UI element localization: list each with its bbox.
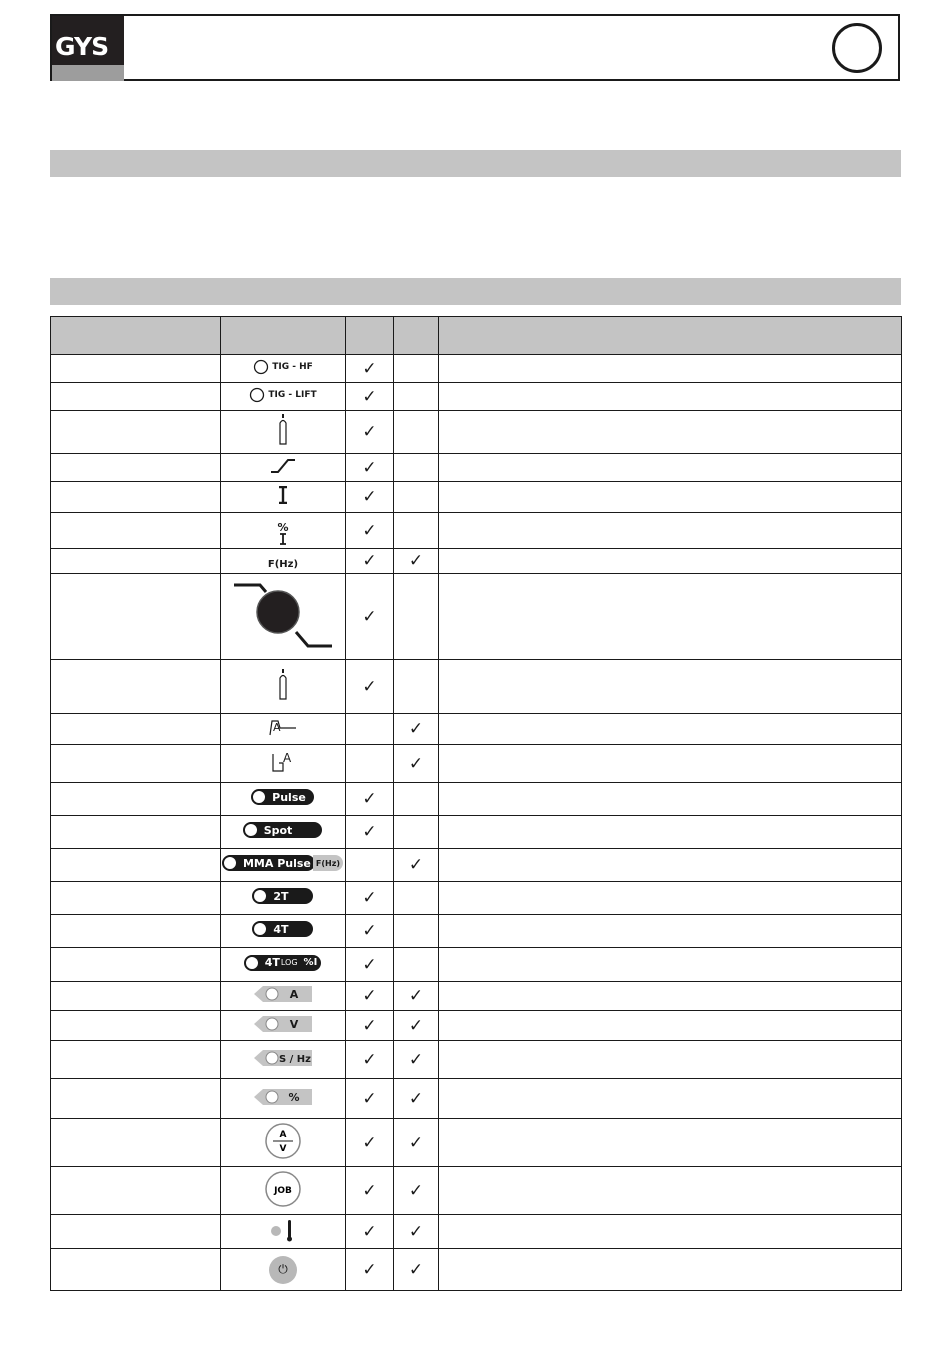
row-name-cell <box>51 660 221 714</box>
tig-check: ✓ <box>346 513 394 549</box>
row-description-cell <box>439 1167 902 1215</box>
2t-button-icon[interactable] <box>253 888 312 904</box>
mma-check: ✓ <box>394 1167 439 1215</box>
row-name-cell <box>51 849 221 882</box>
percent-indicator-icon <box>254 1088 312 1106</box>
upslope-icon <box>270 459 296 473</box>
logo-text: GYS <box>55 32 109 61</box>
row-description-cell <box>439 1249 902 1291</box>
mma-check: ✓ <box>394 1011 439 1041</box>
row-name-cell <box>51 745 221 783</box>
4tlog-label: 4T <box>264 956 280 969</box>
job-label: JOB <box>274 1185 292 1196</box>
row-description-cell <box>439 660 902 714</box>
row-name-cell <box>51 915 221 948</box>
mma-check: ✓ <box>394 745 439 783</box>
row-name-cell <box>51 1041 221 1079</box>
mma-check <box>394 948 439 982</box>
table-row <box>51 1119 902 1167</box>
row-description-cell <box>439 513 902 549</box>
volt-label: V <box>289 1017 299 1031</box>
table-row <box>51 1249 902 1291</box>
header-cell-name <box>51 317 221 355</box>
tig-check: ✓ <box>346 1249 394 1291</box>
tig-check: ✓ <box>346 783 394 816</box>
ampere-label: A <box>289 988 299 1001</box>
table-row <box>51 454 902 482</box>
tig-check: ✓ <box>346 1167 394 1215</box>
tig-check: ✓ <box>346 482 394 513</box>
4t-button-icon[interactable] <box>253 921 312 937</box>
tig-check: ✓ <box>346 1041 394 1079</box>
2t-label: 2T <box>273 889 289 903</box>
mma-check <box>394 574 439 660</box>
ampere-indicator-icon <box>254 985 312 1003</box>
mma-check: ✓ <box>394 714 439 745</box>
row-icon-cell <box>221 549 346 574</box>
row-name-cell <box>51 882 221 915</box>
header-cell-mma <box>394 317 439 355</box>
row-description-cell <box>439 574 902 660</box>
row-icon-cell <box>221 513 346 549</box>
tig-hf-label: TIG - HF <box>272 361 313 372</box>
row-icon-cell <box>221 1215 346 1249</box>
row-name-cell <box>51 574 221 660</box>
row-name-cell <box>51 355 221 383</box>
mma-check <box>394 660 439 714</box>
table-row <box>51 1079 902 1119</box>
row-icon-cell <box>221 882 346 915</box>
seconds-hz-label: S / Hz <box>278 1053 312 1065</box>
row-icon-cell <box>221 948 346 982</box>
pulse-led-icon <box>251 789 267 805</box>
spot-button-icon[interactable] <box>244 822 323 838</box>
table-row <box>51 816 902 849</box>
2t-led-icon <box>252 888 268 904</box>
percent-current-icon <box>277 522 288 545</box>
tig-check: ✓ <box>346 1215 394 1249</box>
mma-check <box>394 915 439 948</box>
av-button-icon[interactable] <box>264 1122 302 1160</box>
functions-table <box>50 316 902 1291</box>
row-icon-cell <box>221 982 346 1011</box>
mma-pulse-led-icon <box>222 855 238 871</box>
mma-check <box>394 816 439 849</box>
row-name-cell <box>51 482 221 513</box>
tig-check: ✓ <box>346 1011 394 1041</box>
power-button-icon[interactable] <box>269 1256 297 1284</box>
table-row <box>51 1011 902 1041</box>
table-row <box>51 915 902 948</box>
mma-pulse-button-icon[interactable] <box>223 855 343 871</box>
table-row <box>51 882 902 915</box>
row-description-cell <box>439 882 902 915</box>
radio-tig-hf-icon <box>253 359 313 375</box>
tig-check: ✓ <box>346 660 394 714</box>
mma-check <box>394 783 439 816</box>
mma-check: ✓ <box>394 1041 439 1079</box>
row-description-cell <box>439 383 902 411</box>
page-header <box>50 14 900 81</box>
table-row <box>51 982 902 1011</box>
row-description-cell <box>439 1215 902 1249</box>
row-name-cell <box>51 982 221 1011</box>
row-name-cell <box>51 948 221 982</box>
row-name-cell <box>51 383 221 411</box>
hot-start-label: A <box>273 721 281 734</box>
header-cell-description <box>439 317 902 355</box>
table-row <box>51 1215 902 1249</box>
table-row <box>51 383 902 411</box>
row-description-cell <box>439 948 902 982</box>
row-icon-cell <box>221 411 346 454</box>
row-name-cell <box>51 513 221 549</box>
row-description-cell <box>439 411 902 454</box>
mma-check <box>394 882 439 915</box>
table-row <box>51 948 902 982</box>
job-button-icon[interactable] <box>264 1170 302 1208</box>
mma-check: ✓ <box>394 982 439 1011</box>
row-description-cell <box>439 915 902 948</box>
mma-check <box>394 383 439 411</box>
av-a-label: A <box>279 1129 287 1140</box>
row-name-cell <box>51 1167 221 1215</box>
thermal-indicator-icon <box>269 1218 297 1242</box>
row-description-cell <box>439 549 902 574</box>
table-row <box>51 745 902 783</box>
tig-check: ✓ <box>346 1079 394 1119</box>
row-name-cell <box>51 549 221 574</box>
header-cell-tig <box>346 317 394 355</box>
tig-check: ✓ <box>346 549 394 574</box>
tig-check <box>346 849 394 882</box>
mma-check <box>394 513 439 549</box>
mma-check <box>394 482 439 513</box>
row-name-cell <box>51 1011 221 1041</box>
row-icon-cell <box>221 660 346 714</box>
power-symbol: ⏻ <box>278 1262 288 1276</box>
volt-indicator-icon <box>254 1015 312 1033</box>
mma-check <box>394 411 439 454</box>
table-row <box>51 549 902 574</box>
row-icon-cell <box>221 714 346 745</box>
tig-check: ✓ <box>346 411 394 454</box>
row-description-cell <box>439 745 902 783</box>
pulse-button-icon[interactable] <box>252 789 314 805</box>
row-icon-cell <box>221 1167 346 1215</box>
radio-tig-lift-icon <box>249 387 316 403</box>
row-description-cell <box>439 1041 902 1079</box>
spot-label: Spot <box>263 823 293 837</box>
tig-check: ✓ <box>346 1119 394 1167</box>
mma-pulse-label: MMA Pulse <box>242 856 311 870</box>
tig-check: ✓ <box>346 574 394 660</box>
table-row <box>51 714 902 745</box>
row-description-cell <box>439 355 902 383</box>
row-icon-cell <box>221 1079 346 1119</box>
row-name-cell <box>51 783 221 816</box>
arc-force-label: A <box>283 750 292 765</box>
row-name-cell <box>51 1119 221 1167</box>
row-icon-cell <box>221 1249 346 1291</box>
row-icon-cell <box>221 1011 346 1041</box>
table-header-row <box>51 317 902 355</box>
tig-check: ✓ <box>346 454 394 482</box>
main-knob-icon[interactable] <box>232 576 334 654</box>
row-icon-cell <box>221 816 346 849</box>
table-row <box>51 1167 902 1215</box>
row-icon-cell <box>221 482 346 513</box>
4tlog-percent-label: %I <box>303 957 318 968</box>
table-row <box>51 574 902 660</box>
table-row <box>51 849 902 882</box>
row-icon-cell <box>221 745 346 783</box>
row-description-cell <box>439 482 902 513</box>
pulse-label: Pulse <box>272 790 306 804</box>
logo-band <box>52 65 124 81</box>
row-name-cell <box>51 454 221 482</box>
gas-bottle-icon <box>277 414 289 446</box>
row-name-cell <box>51 1079 221 1119</box>
seconds-hz-indicator-icon <box>254 1049 312 1067</box>
4t-label: 4T <box>273 922 289 936</box>
table-row <box>51 660 902 714</box>
tig-check <box>346 745 394 783</box>
frequency-icon: F(Hz) <box>267 558 299 570</box>
tig-check: ✓ <box>346 915 394 948</box>
table-row <box>51 411 902 454</box>
mma-check: ✓ <box>394 1079 439 1119</box>
post-gas-bottle-icon <box>277 669 289 701</box>
gys-logo <box>52 16 124 81</box>
mma-check: ✓ <box>394 849 439 882</box>
row-icon-cell <box>221 454 346 482</box>
row-icon-cell <box>221 1041 346 1079</box>
table-row <box>51 355 902 383</box>
section-bar-1 <box>50 150 901 177</box>
spot-led-icon <box>243 822 259 838</box>
4tlog-led-icon <box>244 955 260 971</box>
4tlog-log-label: LOG <box>280 958 298 967</box>
tig-check: ✓ <box>346 982 394 1011</box>
row-icon-cell <box>221 915 346 948</box>
tig-check: ✓ <box>346 882 394 915</box>
row-description-cell <box>439 1011 902 1041</box>
row-icon-cell <box>221 783 346 816</box>
row-description-cell <box>439 1119 902 1167</box>
row-icon-cell <box>221 355 346 383</box>
row-description-cell <box>439 783 902 816</box>
4t-led-icon <box>252 921 268 937</box>
row-description-cell <box>439 714 902 745</box>
header-cell-icon <box>221 317 346 355</box>
mma-check: ✓ <box>394 1119 439 1167</box>
mma-check <box>394 454 439 482</box>
row-icon-cell <box>221 383 346 411</box>
table-row <box>51 482 902 513</box>
row-name-cell <box>51 411 221 454</box>
table-row <box>51 783 902 816</box>
language-circle-icon <box>832 23 882 73</box>
mma-check <box>394 355 439 383</box>
av-v-label: V <box>279 1143 287 1154</box>
row-description-cell <box>439 454 902 482</box>
hot-start-icon <box>269 718 297 736</box>
current-icon <box>278 486 288 504</box>
mma-check: ✓ <box>394 549 439 574</box>
row-description-cell <box>439 816 902 849</box>
row-name-cell <box>51 1249 221 1291</box>
row-icon-cell <box>221 849 346 882</box>
tig-check: ✓ <box>346 383 394 411</box>
mma-pulse-freq-label: F(Hz) <box>313 855 343 871</box>
mma-check: ✓ <box>394 1215 439 1249</box>
row-name-cell <box>51 714 221 745</box>
row-name-cell <box>51 816 221 849</box>
mma-check: ✓ <box>394 1249 439 1291</box>
4tlog-button-icon[interactable] <box>245 955 322 971</box>
section-bar-2 <box>50 278 901 305</box>
percent-ind-label: % <box>288 1090 300 1104</box>
tig-check: ✓ <box>346 816 394 849</box>
tig-check: ✓ <box>346 948 394 982</box>
table-row <box>51 1041 902 1079</box>
row-icon-cell <box>221 1119 346 1167</box>
tig-lift-label: TIG - LIFT <box>268 389 317 400</box>
row-description-cell <box>439 982 902 1011</box>
row-description-cell <box>439 1079 902 1119</box>
arc-force-icon <box>271 751 295 773</box>
tig-check <box>346 714 394 745</box>
percent-label: % <box>277 521 289 534</box>
row-description-cell <box>439 849 902 882</box>
row-icon-cell <box>221 574 346 660</box>
row-name-cell <box>51 1215 221 1249</box>
table-row <box>51 513 902 549</box>
tig-check: ✓ <box>346 355 394 383</box>
